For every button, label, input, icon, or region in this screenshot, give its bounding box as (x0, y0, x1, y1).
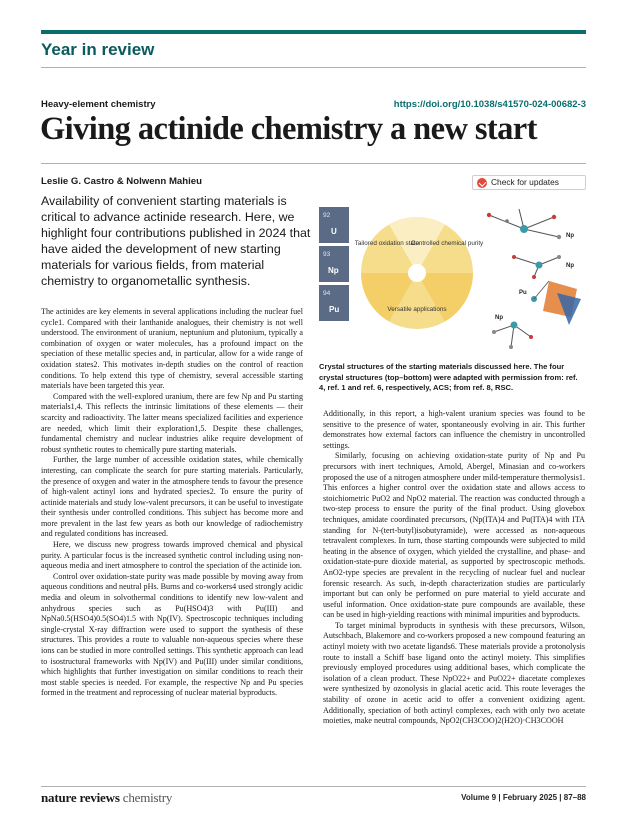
paragraph: Compared with the well-explored uranium, there are few Np and Pu starting materials1,4. This reflects the intrinsic limitations of these elements — their scarcity and radioactivity. The latter means specialized facilities and experience are needed, which limit their exploration1,5. Despite these challenges, fundamental chemistry and nuclear industries alike require development of robust synthetic routes to chemically pure starting materials. (41, 391, 303, 454)
element-number: 94 (323, 290, 331, 297)
footer-divider (41, 786, 586, 787)
element-symbol: U (331, 227, 337, 236)
trefoil-label-purity: Controlled chemical purity (410, 240, 484, 247)
element-tile-u (319, 207, 349, 243)
svg-text:Versatile applications (387, 306, 446, 313)
article-title: Giving actinide chemistry a new start (40, 111, 537, 147)
journal-brand (41, 790, 172, 806)
structure-label: Np (566, 233, 574, 239)
element-symbol: Pu (329, 305, 340, 314)
structure-label: Pu (519, 290, 527, 296)
structure-label: Np (495, 315, 503, 321)
paragraph: Control over oxidation-state purity was made possible by moving away from aqueous conditions and neutral pHs. Burns and co-workers4 used strongly acidic media and oleum in solvothermal conditions to identify new low-valent and anhydrous species such as Pu(HSO4)3 with Pu(III) and NpNa0.5(HSO4)0.5(SO4)1.5 with Np(IV). Spectroscopic techniques including single-crystal X-ray diffraction were used to support the synthesis of these structures. This provides a route to valuable non-aqueous species where these ions can be studied in more controlled settings. This synthetic approach can lead to isostructural frameworks with Np(IV) and Pu(III) under similar conditions, which highlights that further investigation on similar conditions to reach their most stable species is needed. For example, the respective Np and Pu species formed in the treatment and reprocessing of nuclear material byproducts. (41, 571, 303, 698)
left-column (41, 307, 303, 699)
header-divider (41, 67, 586, 68)
footer-citation: Volume 9 | February 2025 | 87–88 (461, 793, 586, 802)
check-updates-icon (477, 178, 487, 188)
paragraph: The actinides are key elements in several applications including the nuclear fuel cycle1. Compared with their lanthanide analogues, their chemistry is not well understood. The environment of uranium, neptunium and plutonium, typically a combination of oxygen or water molecules, has a profound impact on the speciation of these metallic species and, in particular, allow for a wide range of oxidation states2. This motivates in-depth studies on the control of reaction conditions. To help extend this type of chemistry, several accessible starting materials have been targeted this year. (41, 307, 303, 391)
doi-link[interactable]: https://doi.org/10.1038/s41570-024-00682-3 (393, 99, 586, 110)
right-column (323, 409, 585, 727)
trefoil-label-applications: Versatile applications (387, 306, 447, 313)
element-tile-np (319, 246, 349, 282)
svg-text:Controlled chemical purity (411, 240, 484, 247)
crystal-structure-4 (492, 322, 533, 350)
check-updates-label: Check for updates (491, 177, 559, 187)
crystal-structure-3 (531, 281, 581, 325)
subject-label: Heavy-element chemistry (41, 99, 156, 110)
journal-brand-light: chemistry (122, 790, 173, 805)
element-number: 92 (323, 212, 331, 219)
element-tile-pu (319, 285, 349, 321)
crystal-structure-1 (487, 209, 561, 239)
title-divider (41, 163, 586, 164)
journal-brand-bold: nature reviews (41, 790, 120, 805)
paragraph: Further, the large number of accessible oxidation states, while chemically interesting, can complicate the search for pure starting materials. Particularly, the presence of oxygen and water in the atmosphere tends to favour the presence of high-valent actinyl ions and hydrated species2. To ensure the purity of actinide materials and study low-valent precursors, it can be useful to investigate their synthesis under controlled conditions. This subject has become more and more prevalent in the last few years as both our knowledge of radiochemistry and regulated conditions has increased. (41, 455, 303, 539)
crystal-structures-figure (319, 207, 586, 355)
paragraph: Additionally, in this report, a high-valent uranium species was found to be sensitive to the presence of water, spontaneously evolving in air. This further demonstrates how external factors can influence the chemistry in uncontrolled settings. (323, 409, 585, 450)
paragraph: To target minimal byproducts in synthesis with these precursors, Wilson, Autschbach, Blakemore and co-workers proposed a new compound featuring an actinyl moiety with two acetate ligands6. These materials provide a protonolysis route to install a Schiff base ligand onto the actinyl moiety. This simplifies previously employed procedures using additional bases, which complicate the isolation of a clean product. These NpO22+ and PuO22+ diacetate complexes were synthesized by ozonolysis in glacial acetic acid. This route leverages the stability of ozone in acetic acid to offer a convenient oxidizing agent. Additionally, speciation of both actinyl complexes, each with only two acetate moieties, make neutral compounds, NpO2(CH3COO)2(H2O)·CH3COOH (323, 620, 585, 726)
figure-caption: Crystal structures of the starting materials discussed here. The four crystal structures (top–bottom) were adapted with permission from: ref. 4, ref. 1 and ref. 6, respectively, ACS; from ref. 8, RSC. (319, 362, 578, 393)
element-number: 93 (323, 251, 331, 258)
standfirst: Availability of convenient starting materials is critical to advance actinide research. Here, we highlight four contributions published in 2024 that have aided the development of new starting materials for various fields, from material chemistry to organometallic synthesis. (41, 194, 311, 289)
element-symbol: Np (328, 266, 339, 275)
paragraph: Here, we discuss new progress towards improved chemical and physical purity. A particular focus is the increased synthetic control including using non-aqueous media and inert atmosphere to control the speciation of the actinide ion. (41, 540, 303, 571)
crystal-structure-2 (512, 255, 561, 279)
paragraph: Similarly, focusing on achieving oxidation-state purity of Np and Pu precursors with inert techniques, Arnold, Abergel, Minasian and co-workers proposed the use of a nitrogen atmosphere under mild-temperature thermolysis1. This enforces a higher control over the oxidation state and allows access to stoichiometric PuO2 and NpO2 material. The reaction was conducted through a two-step process to ensure the purity of the final product. Using glovebox techniques, amidate coordinated precursors, (Np(ITA)4 and Pu(ITA)4 with ITA standing for N-(tert-butyl)isobutyramide), were accessed as non-aqueous tetravalent complexes. In turn, those starting compounds were subjected to mild heating in the absence of oxygen, which yielded the crystalline, and phase- and oxidation-state-pure dioxide material, as supported by spectroscopic methods. AnO2-type species are prevalent in the recycling of nuclear fuel and nuclear forensic research. As such, in-depth characterization studies are particularly important but can only be performed on pure material to yield accurate and useful information. Once oxidation-state pure compounds are available, these can be used in high-yielding reactions with minimal impurities and byproducts. (323, 451, 585, 620)
structure-label: Np (566, 263, 574, 269)
authors: Leslie G. Castro & Nolwenn Mahieu (41, 176, 202, 187)
trefoil-label-oxidation: Tailored oxidation state (354, 240, 420, 247)
section-title: Year in review (41, 40, 155, 59)
check-updates-button[interactable] (472, 175, 586, 190)
header-accent-bar (41, 30, 586, 34)
